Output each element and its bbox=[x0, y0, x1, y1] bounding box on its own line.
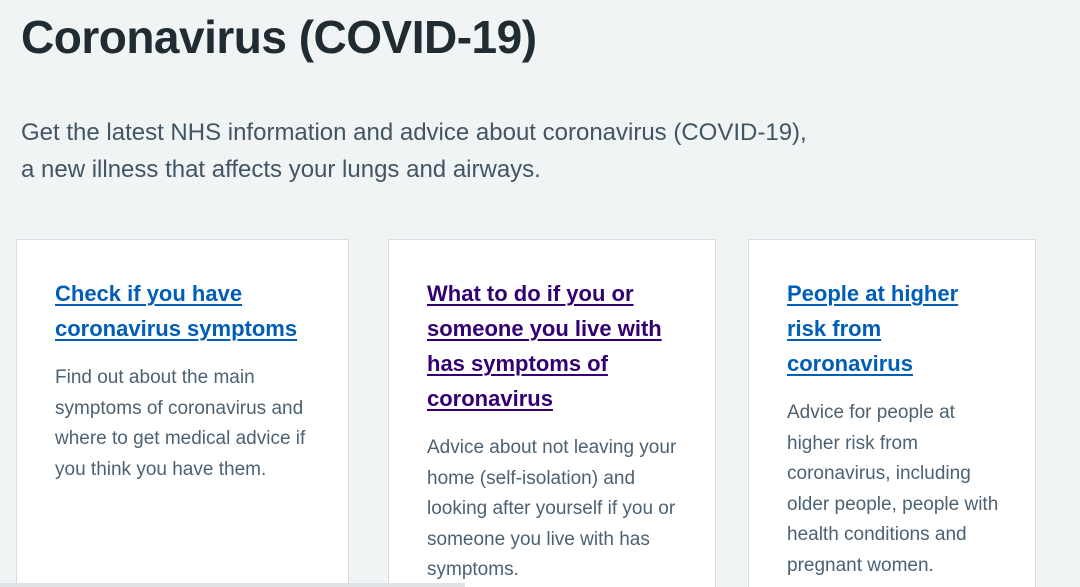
card-higher-risk bbox=[748, 239, 1036, 587]
partial-section-below-divider bbox=[0, 583, 465, 587]
card-what-to-do-symptoms-description: Advice about not leaving your home (self-isolation) and looking after yourself if you or someone you live with has symptoms. bbox=[427, 437, 677, 580]
card-what-to-do-symptoms bbox=[388, 239, 716, 587]
card-higher-risk-description: Advice for people at higher risk from coronavirus, including older people, people with health conditions and pregnant women. bbox=[787, 402, 999, 576]
link-check-symptoms[interactable]: Check if you have coronavirus symptoms bbox=[55, 281, 298, 341]
link-higher-risk[interactable]: People at higher risk from coronavirus bbox=[787, 281, 959, 376]
page-title: Coronavirus (COVID-19) bbox=[21, 11, 537, 63]
link-what-to-do-symptoms[interactable]: What to do if you or someone you live with has symptoms of coronavirus bbox=[427, 281, 662, 411]
card-check-symptoms-description: Find out about the main symptoms of coronavirus and where to get medical advice if you think you have them. bbox=[55, 367, 306, 480]
cards-row bbox=[16, 239, 1036, 587]
card-check-symptoms bbox=[16, 239, 349, 587]
page-lede: Get the latest NHS information and advice about coronavirus (COVID-19), a new illness that affects your lungs and airways. bbox=[21, 119, 807, 183]
